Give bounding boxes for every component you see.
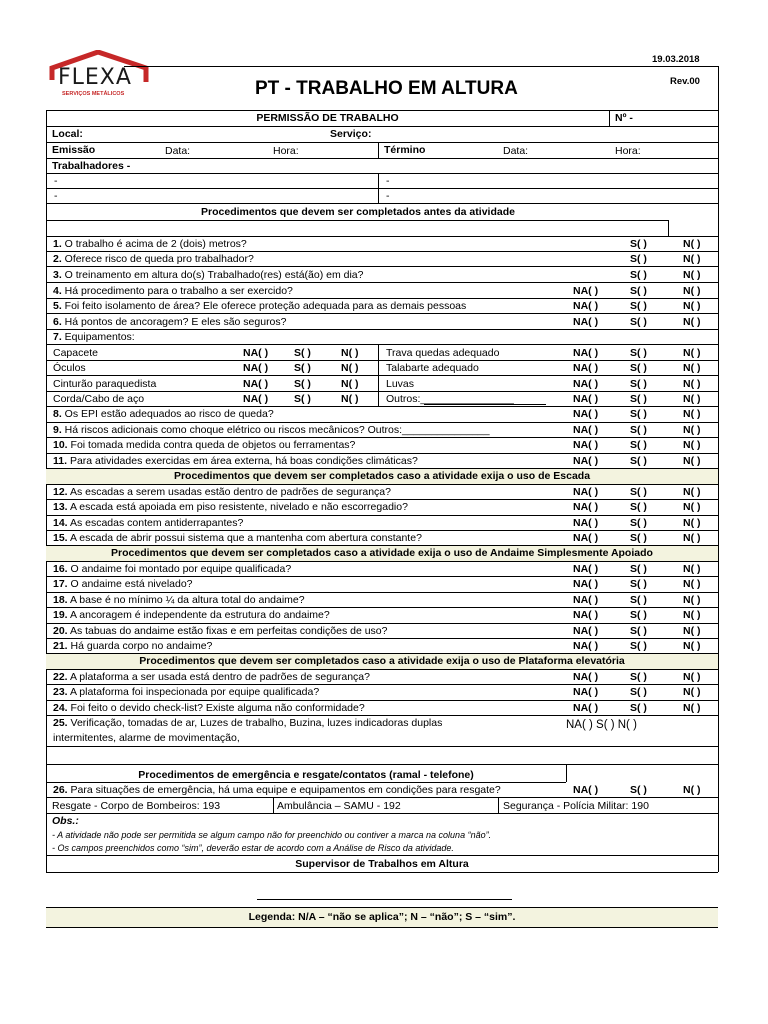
option-s[interactable]: S( ) bbox=[630, 563, 647, 575]
option-s[interactable]: S( ) bbox=[630, 378, 647, 390]
option-s[interactable]: S( ) bbox=[630, 362, 647, 374]
emissao-label: Emissão bbox=[52, 144, 96, 156]
option-na[interactable]: NA( ) bbox=[243, 347, 269, 359]
termino-label: Término bbox=[384, 144, 426, 156]
obs-label: Obs.: bbox=[52, 815, 79, 827]
option-na[interactable]: NA( ) bbox=[573, 625, 599, 637]
question-14: 14. As escadas contem antiderrapantes? bbox=[53, 517, 244, 529]
emissao-hora-label: Hora: bbox=[273, 145, 299, 157]
option-s[interactable]: S( ) bbox=[630, 455, 647, 467]
option-s[interactable]: S( ) bbox=[294, 393, 311, 405]
question-25-options[interactable]: NA( ) S( ) N( ) bbox=[566, 719, 637, 731]
option-na[interactable]: NA( ) bbox=[573, 702, 599, 714]
question-25-continued: intermitentes, alarme de movimentação, bbox=[53, 732, 240, 744]
doc-revision: Rev.00 bbox=[670, 76, 700, 87]
option-n[interactable]: N( ) bbox=[683, 686, 701, 698]
option-s[interactable]: S( ) bbox=[630, 439, 647, 451]
option-n[interactable]: N( ) bbox=[683, 609, 701, 621]
question-6: 6. Há pontos de ancoragem? E eles são seguros? bbox=[53, 316, 287, 328]
equip-capacete: Capacete bbox=[53, 347, 98, 359]
option-na[interactable]: NA( ) bbox=[573, 563, 599, 575]
option-n[interactable]: N( ) bbox=[683, 501, 701, 513]
question-13: 13. A escada está apoiada em piso resistente, nivelado e não escorregadio? bbox=[53, 501, 408, 513]
option-na[interactable]: NA( ) bbox=[573, 347, 599, 359]
option-na[interactable]: NA( ) bbox=[573, 424, 599, 436]
option-s[interactable]: S( ) bbox=[294, 378, 311, 390]
option-s[interactable]: S( ) bbox=[630, 269, 647, 281]
option-s[interactable]: S( ) bbox=[630, 424, 647, 436]
doc-date: 19.03.2018 bbox=[652, 54, 700, 65]
option-na[interactable]: NA( ) bbox=[573, 362, 599, 374]
option-na[interactable]: NA( ) bbox=[573, 408, 599, 420]
option-na[interactable]: NA( ) bbox=[573, 316, 599, 328]
option-n[interactable]: N( ) bbox=[683, 253, 701, 265]
option-na[interactable]: NA( ) bbox=[573, 640, 599, 652]
contact-bombeiros: Resgate - Corpo de Bombeiros: 193 bbox=[52, 800, 221, 812]
option-s[interactable]: S( ) bbox=[630, 640, 647, 652]
option-n[interactable]: N( ) bbox=[683, 594, 701, 606]
option-s[interactable]: S( ) bbox=[630, 300, 647, 312]
option-n[interactable]: N( ) bbox=[683, 362, 701, 374]
option-n[interactable]: N( ) bbox=[341, 347, 359, 359]
obs-line-1: - A atividade não pode ser permitida se algum campo não for preenchido ou contiver a marca na coluna “não”. bbox=[52, 830, 492, 840]
option-n[interactable]: N( ) bbox=[683, 238, 701, 250]
question-19: 19. A ancoragem é independente da estrutura do andaime? bbox=[53, 609, 330, 621]
option-s[interactable]: S( ) bbox=[630, 609, 647, 621]
option-n[interactable]: N( ) bbox=[341, 393, 359, 405]
option-n[interactable]: N( ) bbox=[683, 424, 701, 436]
question-5: 5. Foi feito isolamento de área? Ele oferece proteção adequada para as demais pessoas bbox=[53, 300, 467, 312]
question-9: 9. Há riscos adicionais como choque elétrico ou riscos mecânicos? Outros:_______________ bbox=[53, 424, 490, 436]
question-18: 18. A base é no mínimo ¼ da altura total do andaime? bbox=[53, 594, 305, 606]
termino-data-label: Data: bbox=[503, 145, 529, 157]
option-s[interactable]: S( ) bbox=[630, 702, 647, 714]
option-na[interactable]: NA( ) bbox=[573, 455, 599, 467]
permit-label: PERMISSÃO DE TRABALHO bbox=[256, 112, 399, 124]
option-s[interactable]: S( ) bbox=[630, 486, 647, 498]
option-s[interactable]: S( ) bbox=[630, 393, 647, 405]
equip-oculos: Óculos bbox=[53, 362, 86, 374]
legend: Legenda: N/A – “não se aplica”; N – “não”; S – “sim”. bbox=[248, 911, 516, 923]
section-plataforma: Procedimentos que devem ser completados caso a atividade exija o uso de Plataforma elevatória bbox=[139, 655, 625, 667]
question-8: 8. Os EPI estão adequados ao risco de queda? bbox=[53, 408, 274, 420]
equip-corda: Corda/Cabo de aço bbox=[53, 393, 145, 405]
option-s[interactable]: S( ) bbox=[630, 285, 647, 297]
option-n[interactable]: N( ) bbox=[683, 269, 701, 281]
question-23: 23. A plataforma foi inspecionada por equipe qualificada? bbox=[53, 686, 320, 698]
option-n[interactable]: N( ) bbox=[683, 378, 701, 390]
contact-policia: Segurança - Polícia Militar: 190 bbox=[503, 800, 649, 812]
option-n[interactable]: N( ) bbox=[341, 378, 359, 390]
termino-hora-label: Hora: bbox=[615, 145, 641, 157]
worker-line: - bbox=[386, 175, 390, 187]
question-26: 26. Para situações de emergência, há uma equipe e equipamentos em condições para resgate? bbox=[53, 784, 501, 796]
option-s[interactable]: S( ) bbox=[630, 347, 647, 359]
option-n[interactable]: N( ) bbox=[683, 486, 701, 498]
option-na[interactable]: NA( ) bbox=[573, 300, 599, 312]
option-n[interactable]: N( ) bbox=[683, 702, 701, 714]
question-16: 16. O andaime foi montado por equipe qualificada? bbox=[53, 563, 292, 575]
option-s[interactable]: S( ) bbox=[630, 238, 647, 250]
trabalhadores-label: Trabalhadores - bbox=[52, 160, 131, 172]
option-n[interactable]: N( ) bbox=[683, 408, 701, 420]
equip-cinturao: Cinturão paraquedista bbox=[53, 378, 157, 390]
option-n[interactable]: N( ) bbox=[683, 563, 701, 575]
option-s[interactable]: S( ) bbox=[630, 517, 647, 529]
option-n[interactable]: N( ) bbox=[683, 455, 701, 467]
obs-line-2: - Os campos preenchidos como “sim”, deverão estar de acordo com a Análise de Risco da atividade. bbox=[52, 843, 454, 853]
question-2: 2. Oferece risco de queda pro trabalhador? bbox=[53, 253, 254, 265]
option-s[interactable]: S( ) bbox=[630, 625, 647, 637]
question-25: 25. Verificação, tomadas de ar, Luzes de trabalho, Buzina, luzes indicadoras duplas bbox=[53, 717, 443, 729]
option-na[interactable]: NA( ) bbox=[573, 501, 599, 513]
option-n[interactable]: N( ) bbox=[683, 285, 701, 297]
question-4: 4. Há procedimento para o trabalho a ser exercido? bbox=[53, 285, 293, 297]
question-21: 21. Há guarda corpo no andaime? bbox=[53, 640, 213, 652]
option-s[interactable]: S( ) bbox=[630, 594, 647, 606]
question-20: 20. As tabuas do andaime estão fixas e em perfeitas condições de uso? bbox=[53, 625, 388, 637]
option-n[interactable]: N( ) bbox=[683, 671, 701, 683]
option-n[interactable]: N( ) bbox=[683, 517, 701, 529]
servico-label: Serviço: bbox=[330, 128, 372, 140]
equip-outros: Outros:________________ bbox=[386, 393, 514, 405]
logo-subtext: SERVIÇOS METÁLICOS bbox=[62, 91, 125, 97]
question-22: 22. A plataforma a ser usada está dentro de padrões de segurança? bbox=[53, 671, 370, 683]
section-before-activity: Procedimentos que devem ser completados antes da atividade bbox=[201, 206, 515, 218]
page-title: PT - TRABALHO EM ALTURA bbox=[255, 78, 518, 99]
emissao-data-label: Data: bbox=[165, 145, 191, 157]
logo-text: FLEXA bbox=[58, 65, 132, 90]
option-s[interactable]: S( ) bbox=[630, 253, 647, 265]
worker-line: - bbox=[54, 190, 58, 202]
question-1: 1. O trabalho é acima de 2 (dois) metros? bbox=[53, 238, 247, 250]
section-andaime: Procedimentos que devem ser completados caso a atividade exija o uso de Andaime Simplesmente Apoiado bbox=[111, 547, 653, 559]
option-n[interactable]: N( ) bbox=[683, 347, 701, 359]
equip-trava-quedas: Trava quedas adequado bbox=[386, 347, 500, 359]
option-n[interactable]: N( ) bbox=[683, 316, 701, 328]
supervisor-label: Supervisor de Trabalhos em Altura bbox=[295, 858, 469, 870]
worker-line: - bbox=[54, 175, 58, 187]
question-12: 12. As escadas a serem usadas estão dentro de padrões de segurança? bbox=[53, 486, 391, 498]
question-11: 11. Para atividades exercidas em área externa, há boas condições climáticas? bbox=[53, 455, 418, 467]
option-na[interactable]: NA( ) bbox=[573, 609, 599, 621]
option-s[interactable]: S( ) bbox=[630, 578, 647, 590]
option-na[interactable]: NA( ) bbox=[573, 486, 599, 498]
option-n[interactable]: N( ) bbox=[683, 784, 701, 796]
local-label: Local: bbox=[52, 128, 83, 140]
permit-number-label: Nº - bbox=[615, 112, 633, 124]
option-na[interactable]: NA( ) bbox=[243, 378, 269, 390]
option-na[interactable]: NA( ) bbox=[573, 671, 599, 683]
option-s[interactable]: S( ) bbox=[630, 671, 647, 683]
option-na[interactable]: NA( ) bbox=[573, 686, 599, 698]
option-n[interactable]: N( ) bbox=[683, 300, 701, 312]
worker-line: - bbox=[386, 190, 390, 202]
equip-talabarte: Talabarte adequado bbox=[386, 362, 479, 374]
option-s[interactable]: S( ) bbox=[630, 408, 647, 420]
question-17: 17. O andaime está nivelado? bbox=[53, 578, 193, 590]
section-escada: Procedimentos que devem ser completados caso a atividade exija o uso de Escada bbox=[173, 470, 591, 482]
option-s[interactable]: S( ) bbox=[630, 532, 647, 544]
option-n[interactable]: N( ) bbox=[683, 578, 701, 590]
option-s[interactable]: S( ) bbox=[294, 362, 311, 374]
question-3: 3. O treinamento em altura do(s) Trabalhado(res) está(ão) em dia? bbox=[53, 269, 364, 281]
option-na[interactable]: NA( ) bbox=[243, 393, 269, 405]
question-7: 7. Equipamentos: bbox=[53, 331, 135, 343]
contact-samu: Ambulância – SAMU - 192 bbox=[277, 800, 401, 812]
option-na[interactable]: NA( ) bbox=[243, 362, 269, 374]
option-na[interactable]: NA( ) bbox=[573, 517, 599, 529]
option-s[interactable]: S( ) bbox=[630, 316, 647, 328]
option-n[interactable]: N( ) bbox=[683, 640, 701, 652]
company-logo bbox=[46, 50, 156, 102]
option-s[interactable]: S( ) bbox=[630, 686, 647, 698]
option-na[interactable]: NA( ) bbox=[573, 532, 599, 544]
option-na[interactable]: NA( ) bbox=[573, 285, 599, 297]
section-emergencia: Procedimentos de emergência e resgate/contatos (ramal - telefone) bbox=[138, 769, 474, 781]
option-na[interactable]: NA( ) bbox=[573, 378, 599, 390]
option-na[interactable]: NA( ) bbox=[573, 578, 599, 590]
option-na[interactable]: NA( ) bbox=[573, 393, 599, 405]
option-s[interactable]: S( ) bbox=[630, 501, 647, 513]
option-na[interactable]: NA( ) bbox=[573, 784, 599, 796]
option-n[interactable]: N( ) bbox=[683, 393, 701, 405]
signature-line[interactable] bbox=[257, 899, 512, 900]
option-na[interactable]: NA( ) bbox=[573, 594, 599, 606]
equip-luvas: Luvas bbox=[386, 378, 415, 390]
option-n[interactable]: N( ) bbox=[683, 439, 701, 451]
option-s[interactable]: S( ) bbox=[630, 784, 647, 796]
option-n[interactable]: N( ) bbox=[683, 532, 701, 544]
question-24: 24. Foi feito o devido check-list? Existe alguma não conformidade? bbox=[53, 702, 365, 714]
option-na[interactable]: NA( ) bbox=[573, 439, 599, 451]
option-n[interactable]: N( ) bbox=[683, 625, 701, 637]
question-10: 10. Foi tomada medida contra queda de objetos ou ferramentas? bbox=[53, 439, 356, 451]
option-n[interactable]: N( ) bbox=[341, 362, 359, 374]
question-15: 15. A escada de abrir possui sistema que a mantenha com abertura constante? bbox=[53, 532, 422, 544]
option-s[interactable]: S( ) bbox=[294, 347, 311, 359]
